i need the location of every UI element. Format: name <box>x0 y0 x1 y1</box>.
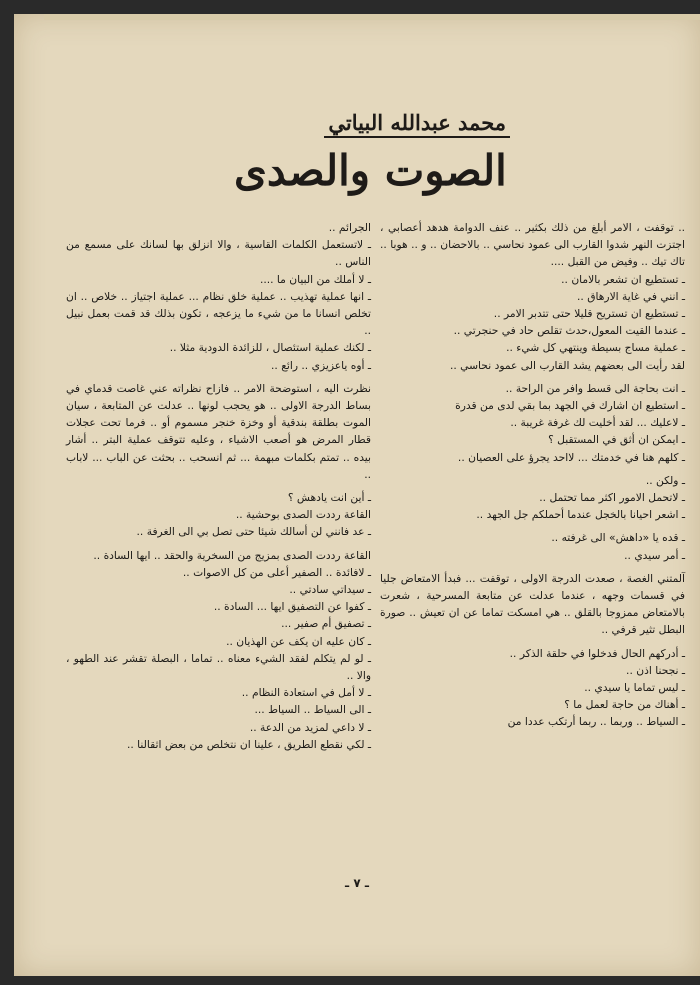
paragraph: ـ كلهم هنا في خدمتك ... لااحد يجرؤ على العصيان .. <box>457 450 685 464</box>
paragraph: ـ لاعليك ... لقد أخليت لك غرفة غريبة .. <box>510 416 685 430</box>
paragraph: الجرائم .. <box>328 221 371 234</box>
paragraph: نظرت اليه ، استوضحة الامر .. فازاح نظراته عني غاصت قدماي في بساط الدرجة الاولى .. هو يحجب لونها .. عدلت عن المتابعة ، سيان الموت بطلقة بندقية أو وخزة خنجر مسموم أو .. فرما تحت عجلات قطار المرض هو أصعب الاشياء ، وعليه تتوقف عملية البتر .. أشار بيده .. تمتم بكلمات مبهمة ... ثم انسحب .. بحثت عن الباب ... لاباب .. <box>66 381 371 481</box>
paragraph: ـ لاتستعمل الكلمات القاسية ، والا انزلق بها لسانك على مسمع من الناس .. <box>66 238 371 269</box>
paragraph: ـ أهناك من حاجة لعمل ما ؟ <box>564 698 685 712</box>
paragraph: ـ لا داعي لمزيد من الدعة .. <box>249 720 371 734</box>
paragraph: ـ اشعر احيانا بالخجل عندما أحملكم جل الجهد .. <box>476 508 685 522</box>
paragraph: ـ انني في غاية الارهاق .. <box>577 289 685 303</box>
paragraph: ـ نجحنا اذن .. <box>626 663 685 677</box>
paragraph: ـ لكنك عملية استئصال ، للزائدة الدودية مثلا .. <box>169 341 371 355</box>
article-header <box>14 104 700 214</box>
page-number: ـ ٧ ـ <box>345 876 369 890</box>
left-column <box>66 219 371 753</box>
paragraph: ـ الى السياط .. السياط ... <box>254 703 371 717</box>
paragraph: آلمتني الغصة ، صعدت الدرجة الاولى ، توقفت ... فبدأ الامتعاض جليا في قسمات وجهه ، عندما عدلت عن متابعة المسرحية ، شعرت بالامتعاض ممزوجا بالقلق .. هي امسكت تماما عن ان تعيش .. صورة البطل تثير قرفي .. <box>380 571 685 637</box>
paragraph: ـ انت بحاجة الى قسط وافر من الراحة .. <box>505 381 685 395</box>
paragraph: ـ تصفيق أم صفير ... <box>281 617 371 631</box>
paragraph: ـ عد فانني لن أسالك شيئا حتى تصل بي الى الغرفة .. <box>136 525 371 539</box>
paragraph: ـ لو لم يتكلم لفقد الشيء معناه .. تماما ، البصلة تقشر عند الطهو ، والا .. <box>66 651 371 683</box>
paragraph: ـ لافائدة .. الصفير أعلى من كل الاصوات .. <box>182 565 371 579</box>
paragraph: القاعة رددت الصدى بمزيج من السخرية والحقد .. ايها السادة .. <box>93 548 371 562</box>
article-title: الصوت والصدى <box>234 146 507 195</box>
paragraph: ـ أمر سيدي .. <box>624 548 685 562</box>
paragraph: .. توقفت ، الامر أبلغ من ذلك بكثير .. عنف الدوامة هدهد أعصابي ، اجتزت النهر شدوا القارب الى عمود نحاسي .. بالاحضان .. و .. هوبا .. تاك تيك .. وفيض من القبل .... <box>380 221 685 269</box>
paragraph: ـ أوه ياعزيزي .. رائع .. <box>271 358 371 372</box>
paragraph: ـ لكي نقطع الطريق ، علينا ان نتخلص من بعض اثقالنا .. <box>126 737 371 751</box>
magazine-page <box>14 14 700 976</box>
paragraph: ـ السياط .. وربما .. ربما أرتكب عددا من <box>507 715 685 729</box>
paragraph: القاعة رددت الصدى بوحشية .. <box>235 508 371 522</box>
paragraph: لقد رأيت الى بعضهم يشد القارب الى عمود نحاسي .. <box>449 358 685 372</box>
paragraph: ـ تستطيع ان تستريح قليلا حتى تتدبر الامر .. <box>493 307 685 321</box>
paragraph: ـ لاتحمل الامور اكثر مما تحتمل .. <box>539 491 685 505</box>
paragraph: ـ سيداتي سادتي .. <box>289 583 371 597</box>
paragraph: ـ كفوا عن التصفيق ايها ... السادة .. <box>213 600 371 614</box>
page-top-edge <box>44 14 700 20</box>
paragraph: ـ ليس تماما يا سيدي .. <box>584 681 685 695</box>
paragraph: ـ قده يا «داهش» الى غرفته .. <box>551 531 685 545</box>
author-name: محمد عبدالله البياتي <box>324 110 510 138</box>
paragraph: ـ عندما القيت المعول،حدث تقلص حاد في حنجرتي .. <box>453 324 685 338</box>
paragraph: ـ أين انت يادهش ؟ <box>287 491 371 505</box>
paragraph: ـ كان عليه ان يكف عن الهذيان .. <box>226 634 371 648</box>
paragraph: ـ استطيع ان اشارك في الجهد بما بقي لدى من قدرة <box>455 399 685 413</box>
paragraph: ـ عملية مساج بسيطة وينتهي كل شيء .. <box>506 341 685 355</box>
paragraph: ـ ولكن .. <box>645 473 685 487</box>
right-column <box>380 219 685 731</box>
paragraph: ـ انها عملية تهذيب .. عملية خلق نظام ... عملية اجتياز .. خلاص .. ان تخلص انسانا ما من شيء ما يزعجه ، تكون بذلك قد قمت بعمل نبيل .. <box>66 289 371 338</box>
paragraph: ـ لا أمل في استعادة النظام .. <box>241 686 371 700</box>
paragraph: ـ أدركهم الحال فدخلوا في حلقة الذكر .. <box>509 646 685 660</box>
paragraph: ـ ايمكن ان أثق في المستقبل ؟ <box>548 433 685 447</box>
paragraph: ـ لا أملك من البيان ما .... <box>259 272 371 286</box>
paragraph: ـ تستطيع ان تشعر بالامان .. <box>561 272 685 286</box>
